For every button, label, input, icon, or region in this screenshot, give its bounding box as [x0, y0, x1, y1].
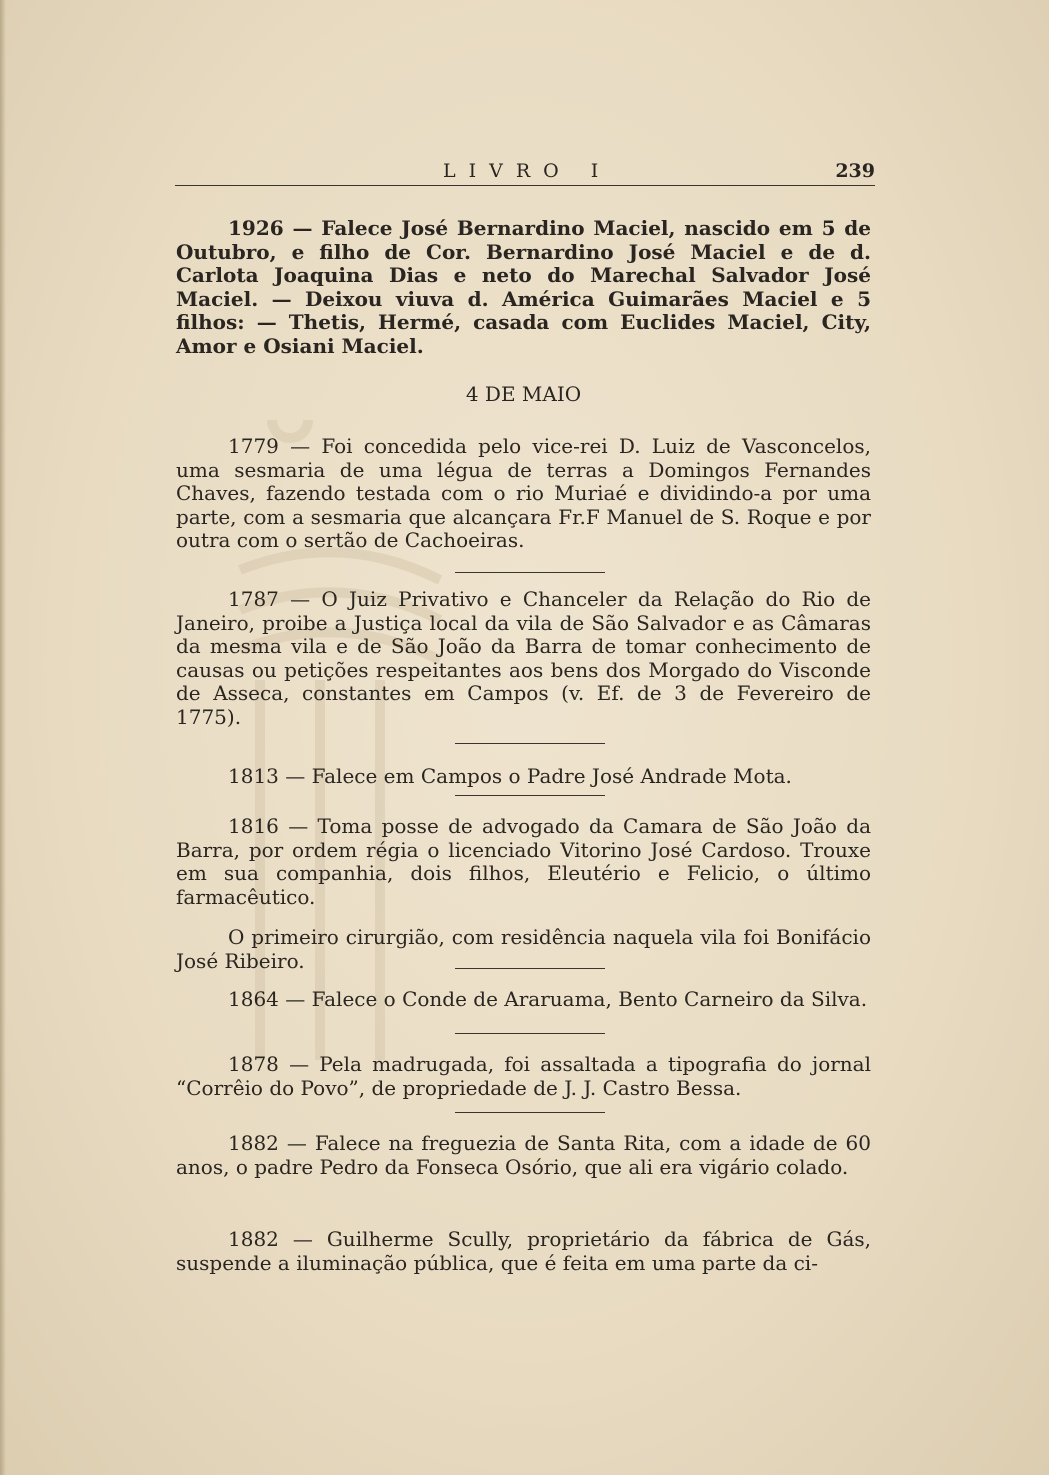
- entry-1878: 1878 — Pela madrugada, foi assaltada a tipografia do jornal “Corrêio do Povo”, de propriedade de J. J. Castro Bessa.: [176, 1052, 871, 1100]
- entry-1787: 1787 — O Juiz Privativo e Chanceler da Relação do Rio de Janeiro, proibe a Justiça local da vila de São Salvador e as Câmaras da mesma vila e de São João da Barra de tomar conhecimento de causas ou petições respeitantes aos bens dos Morgado do Visconde de Asseca, constantes em Campos (v. Ef. de 3 de Fevereiro de 1775).: [176, 587, 871, 729]
- page-number: 239: [835, 160, 875, 182]
- entry-1779: 1779 — Foi concedida pelo vice-rei D. Luiz de Vasconcelos, uma sesmaria de uma légua de terras a Domingos Fernandes Chaves, fazendo testada com o rio Muriaé e dividindo-a por uma parte, com a sesmaria que alcançara Fr.F Manuel de S. Roque e por outra com o sertão de Cachoeiras.: [176, 434, 871, 552]
- entry-1864: 1864 — Falece o Conde de Araruama, Bento Carneiro da Silva.: [228, 987, 868, 1011]
- section-title: 4 DE MAIO: [465, 382, 582, 406]
- page-edge-shadow: [0, 0, 6, 1475]
- separator: [455, 743, 605, 744]
- entry-1816: 1816 — Toma posse de advogado da Camara de São João da Barra, por ordem régia o licenciado Vitorino José Cardoso. Trouxe em sua companhia, dois filhos, Eleutério e Felicio, o último farmacêutico.: [176, 814, 871, 909]
- separator: [455, 1112, 605, 1113]
- entry-1813: 1813 — Falece em Campos o Padre José Andrade Mota.: [228, 764, 792, 788]
- entry-1926: 1926 — Falece José Bernardino Maciel, nascido em 5 de Outubro, e filho de Cor. Bernardino José Maciel e de d. Carlota Joaquina Dias e neto do Marechal Salvador José Maciel. — Deixou viuva d. América Guimarães Maciel e 5 filhos: — Thetis, Hermé, casada com Euclides Maciel, City, Amor e Osiani Maciel.: [176, 216, 871, 358]
- entry-1882-osorio: 1882 — Falece na freguezia de Santa Rita, com a idade de 60 anos, o padre Pedro da Fonseca Osório, que ali era vigário colado.: [176, 1131, 871, 1179]
- entry-1816-continuation: O primeiro cirurgião, com residência naquela vila foi Bonifácio José Ribeiro.: [176, 925, 871, 973]
- entry-1882-scully: 1882 — Guilherme Scully, proprietário da fábrica de Gás, suspende a iluminação pública, que é feita em uma parte da ci-: [176, 1227, 871, 1275]
- header-rule: [175, 185, 875, 186]
- book-title: LIVRO I: [443, 160, 612, 182]
- separator: [455, 572, 605, 573]
- separator: [455, 795, 605, 796]
- separator: [455, 1033, 605, 1034]
- separator: [455, 968, 605, 969]
